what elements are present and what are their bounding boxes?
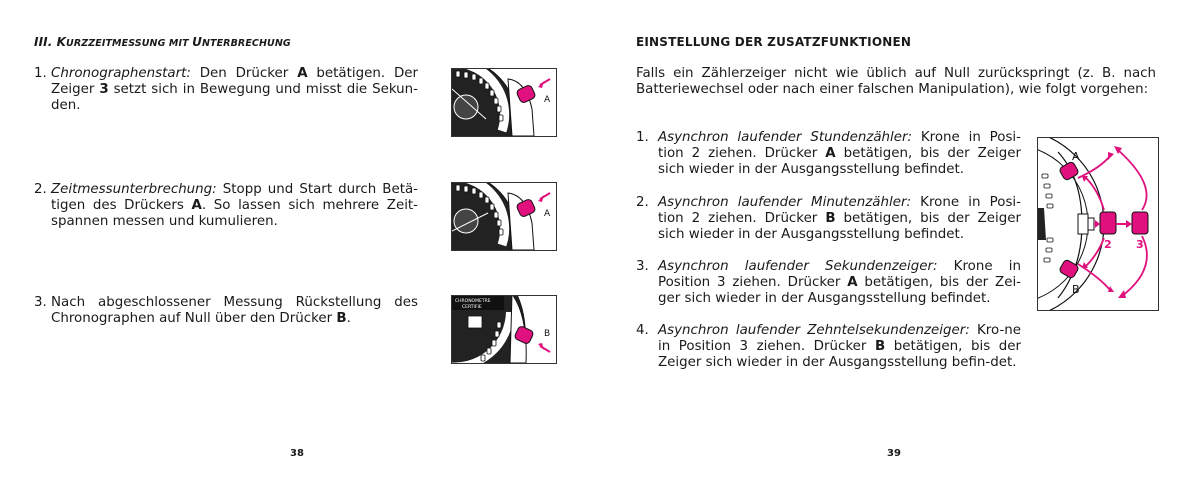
figure-label-pos3: 3 [1136, 238, 1144, 251]
figure-3-label: B [544, 329, 551, 339]
left-item-1: 1. Chronographenstart: Den Drücker A betätigen. Der Zeiger 3 setzt sich in Bewegung und misst die Sekun-den. [34, 66, 419, 113]
right-heading: EINSTELLUNG DER ZUSATZFUNKTIONEN [636, 35, 912, 49]
right-intro: Falls ein Zählerzeiger nicht wie üblich auf Null zurückspringt (z. B. nach Batteriewechsel oder nach einer falschen Manipulation), wie folgt vorgehen: [636, 66, 1156, 97]
figure-1-label: A [544, 95, 551, 105]
figure-3-brand: CHRONOMETRE [455, 299, 491, 304]
right-item-3: 3. Asynchron laufender Sekundenzeiger: Krone in Position 3 ziehen. Drücker A betätigen, bis der Zei-ger sich wieder in der Ausgangsstellung befindet. [636, 259, 1021, 306]
watch-figure-1 [451, 68, 557, 137]
page-number-left: 38 [290, 448, 304, 459]
figure-2-label: A [544, 209, 551, 219]
right-item-4: 4. Asynchron laufender Zehntelsekundenzeiger: Kro-ne in Position 3 ziehen. Drücker B betätigen, bis der Zeiger sich wieder in der Ausgangsstellung befin-det. [636, 323, 1021, 370]
left-item-3: 3. Nach abgeschlossener Messung Rückstellung des Chronographen auf Null über den Drücker B. [34, 295, 418, 326]
figure-label-pos2: 2 [1104, 238, 1112, 251]
left-heading: III. KURZZEITMESSUNG MIT UNTERBRECHUNG [34, 35, 291, 49]
watch-figure-crown [1037, 137, 1159, 311]
right-item-2: 2. Asynchron laufender Minutenzähler: Krone in Posi-tion 2 ziehen. Drücker B betätigen, bis der Zeiger sich wieder in der Ausgangsstellung befindet. [636, 195, 1021, 242]
left-item-2: 2. Zeitmessunterbrechung: Stopp und Start durch Betä-tigen des Drückers A. So lassen sich mehrere Zeit-spannen messen und kumulieren. [34, 182, 419, 229]
figure-label-a: A [1072, 150, 1080, 163]
watch-figure-3 [451, 295, 557, 364]
figure-label-b: B [1072, 283, 1080, 296]
right-item-1: 1. Asynchron laufender Stundenzähler: Krone in Posi-tion 2 ziehen. Drücker A betätigen, bis der Zeiger sich wieder in der Ausgangsstellung befindet. [636, 130, 1021, 177]
watch-figure-2 [451, 182, 557, 251]
page-number-right: 39 [887, 448, 901, 459]
figure-3-brand-2: CERTIFIE [462, 305, 482, 310]
